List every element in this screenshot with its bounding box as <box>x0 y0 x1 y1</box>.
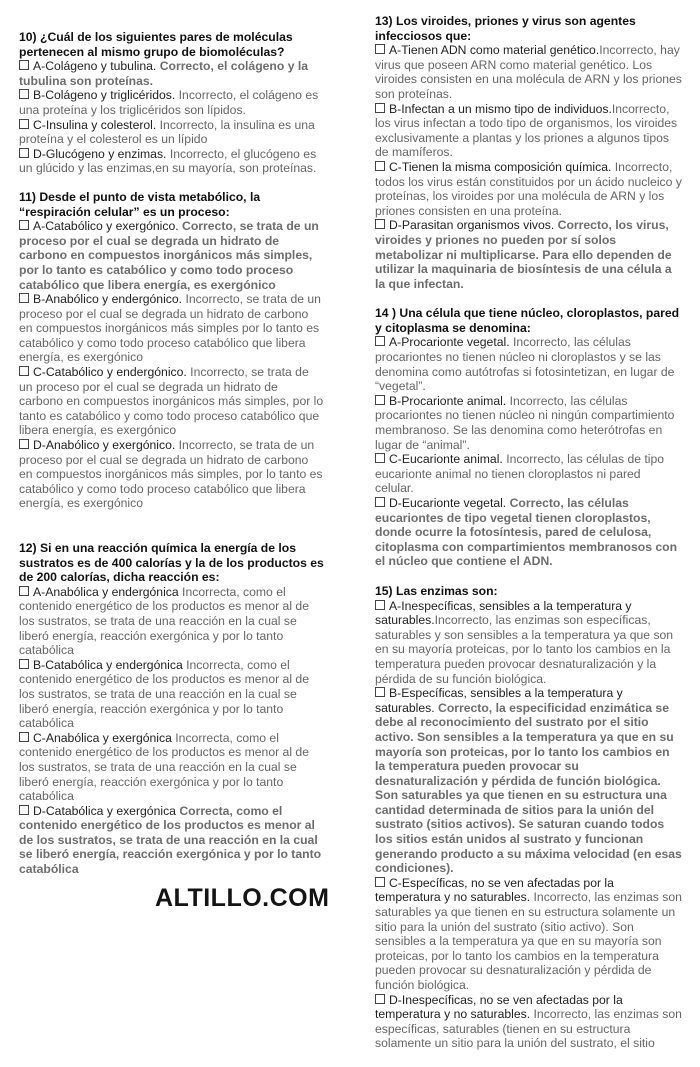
option-feedback: Incorrecto, el glucógeno es un glúcido y las enzimas,en su mayoría, son proteínas. <box>19 146 317 176</box>
option-c[interactable] <box>375 876 682 993</box>
option-feedback: Incorrecto, se trata de un proceso por el cual se degrada un hidrato de carbono en compuestos inorgánicos más simples, por lo tanto es catabólico y como todo proceso catabólico que libera energía, es exergónico <box>19 438 323 511</box>
checkbox-icon[interactable] <box>19 89 29 99</box>
option-label: C-Específicas, no se ven afectadas por la temperatura y no saturables. <box>375 875 614 905</box>
option-label: C-Anabólica y exergónica <box>33 730 172 745</box>
checkbox-icon[interactable] <box>19 732 29 742</box>
option-b[interactable] <box>375 102 682 160</box>
option-feedback: Correcto, el colágeno y la tubulina son proteínas. <box>19 59 309 88</box>
checkbox-icon[interactable] <box>19 220 29 230</box>
checkbox-icon[interactable] <box>375 336 385 346</box>
option-feedback: Incorrecto, las enzimas son saturables ya que tienen en su estructura solamente un sitio para la unión del sustrato (sitio activo). Son sensibles a la temperatura ya que en su mayoría son proteicas, por lo tanto los cambios en la temperatura pueden provocar su desnaturalización y pérdida de función biológica. <box>375 890 682 992</box>
option-c[interactable] <box>19 731 325 804</box>
option-feedback: Incorrecto, las enzimas son específicas, saturables (tienen en su estructura solamente un sitio para la unión del sustrato, el sitio <box>375 1007 682 1051</box>
question-13 <box>375 14 682 291</box>
checkbox-icon[interactable] <box>19 148 29 158</box>
option-feedback: Incorrecto, hay virus que poseen ARN como material genético. Los viroides consisten en una molécula de ARN y los priones son proteínas. <box>375 43 682 101</box>
option-feedback: Incorrecto, se trata de un proceso por el cual se degrada un hidrato de carbono en compuestos inorgánicos más simples, por lo tanto es catabólico y como todo proceso catabólico que libera energía, es exergónico <box>19 365 324 438</box>
option-label: C-Eucarionte animal. <box>389 452 503 467</box>
option-d[interactable] <box>19 804 325 877</box>
option-label: B-Colágeno y triglicéridos. <box>33 88 176 103</box>
option-a[interactable] <box>19 59 325 88</box>
question-12 <box>19 541 325 877</box>
question-11 <box>19 190 325 511</box>
checkbox-icon[interactable] <box>19 439 29 449</box>
option-label: D-Eucarionte vegetal. <box>389 496 507 510</box>
checkbox-icon[interactable] <box>375 44 385 54</box>
checkbox-icon[interactable] <box>375 877 385 887</box>
option-label: A-Catabólico y exergónico. <box>33 219 179 234</box>
left-column <box>19 0 325 877</box>
option-feedback: Incorrecto, los virus infectan a todo tipo de organismos, los viroides exclusivamente a plantas y los priones a algunos tipos de mamíferos. <box>375 101 678 160</box>
option-label: A-Colágeno y tubulina. <box>33 59 157 74</box>
option-label: D-Parasitan organismos vivos. <box>389 218 555 233</box>
option-feedback: Correcto, la especificidad enzimática se debe al reconocimiento del sustrato por el sitio activo. Son sensibles a la temperatura ya que en su mayoría son proteicas, por lo tanto los cambios en la temperatura pueden provocar su desnaturalización y pérdida de función biológica. Son saturables ya que tienen en su estructura una cantidad determinada de sitios para la unión del sustrato (sitios activos). Se saturan cuando todos los sitios están unidos al sustrato y funcionan generando producto a su máxima velocidad (en esas condiciones). <box>375 700 682 876</box>
option-a[interactable] <box>375 43 682 101</box>
checkbox-icon[interactable] <box>375 103 385 113</box>
option-c[interactable] <box>19 118 325 147</box>
option-feedback: Correcto, se trata de un proceso por el cual se degrada un hidrato de carbono en compuestos inorgánicos más simples, por lo tanto es catabólico y como todo proceso catabólico que libera energía, es exergónico <box>19 219 319 292</box>
option-b[interactable] <box>375 686 682 876</box>
option-a[interactable] <box>19 219 325 292</box>
option-d[interactable] <box>375 496 682 569</box>
option-label: A-Tienen ADN como material genético. <box>389 43 600 58</box>
right-column <box>375 0 682 1051</box>
option-b[interactable] <box>19 292 325 365</box>
question-15 <box>375 584 682 1051</box>
option-label: B-Anabólico y endergónico. <box>33 292 183 307</box>
option-feedback: Incorrecto, las células procariontes no tienen núcleo ni ningún compartimiento membranoso. Se las denomina como heterótrofas en lugar de “animal”. <box>375 393 675 452</box>
checkbox-icon[interactable] <box>19 805 29 815</box>
checkbox-icon[interactable] <box>19 659 29 669</box>
checkbox-icon[interactable] <box>375 453 385 463</box>
option-feedback: Incorrecta, como el contenido energético de los productos es menor al de los sustratos, se trata de una reacción en la cual se liberó energía, reacción exergónica y por lo tanto catabólica <box>19 657 309 731</box>
option-b[interactable] <box>19 658 325 731</box>
option-label: A-Anabólica y endergónica <box>33 584 179 599</box>
option-label: A-Inespecíficas, sensibles a la temperatura y saturables. <box>375 598 632 628</box>
checkbox-icon[interactable] <box>375 994 385 1004</box>
checkbox-icon[interactable] <box>19 293 29 303</box>
question-10 <box>19 30 325 176</box>
checkbox-icon[interactable] <box>19 60 29 70</box>
option-feedback: Incorrecto, la insulina es una proteína y el colesterol es un lípido <box>19 117 315 147</box>
checkbox-icon[interactable] <box>375 497 385 507</box>
option-label: C-Insulina y colesterol. <box>33 117 157 132</box>
question-title: 13) Los viroides, priones y virus son agentes infecciosos que: <box>375 14 636 43</box>
checkbox-icon[interactable] <box>375 395 385 405</box>
option-label: B-Específicas, sensibles a la temperatura y saturables. <box>375 686 623 715</box>
option-feedback: Correcto, los virus, viroides y priones no pueden por sí solos metabolizar ni multiplicarse. Para ello dependen de utilizar la maquinaria de biosíntesis de una célula a la que infectan. <box>375 218 672 291</box>
altillo-logo: ALTILLO.COM <box>155 884 330 912</box>
option-feedback: Incorrecto, se trata de un proceso por el cual se degrada un hidrato de carbono en compuestos inorgánicos más simples por lo tanto es catabólico y como todo proceso catabólico que libera energía, es exergónico <box>19 292 321 365</box>
question-title: 10) ¿Cuál de los siguientes pares de moléculas pertenecen al mismo grupo de biomoléculas? <box>19 30 293 59</box>
option-label: D-Glucógeno y enzimas. <box>33 146 167 161</box>
question-14 <box>375 306 682 569</box>
option-label: D-Catabólica y exergónica <box>33 803 176 818</box>
question-title: 12) Si en una reacción química la energía de los sustratos es de 400 calorías y la de los productos es de 200 calorías, dicha reacción es: <box>19 541 324 585</box>
option-label: C-Tienen la misma composición química. <box>389 159 612 174</box>
option-label: B-Infectan a un mismo tipo de individuos. <box>389 101 612 116</box>
option-a[interactable] <box>375 599 682 687</box>
checkbox-icon[interactable] <box>19 119 29 129</box>
option-feedback: Incorrecto, todos los virus están constituidos por un ácido nucleico y proteínas, los viroides por una molécula de ARN y los priones consisten en una proteína. <box>375 159 682 218</box>
option-d[interactable] <box>375 218 682 291</box>
option-label: B-Catabólica y endergónica <box>33 657 183 672</box>
checkbox-icon[interactable] <box>375 600 385 610</box>
option-feedback: Incorrecto, las células de tipo eucarionte animal no tienen cloroplastos ni pared celular. <box>375 452 665 496</box>
checkbox-icon[interactable] <box>375 161 385 171</box>
option-b[interactable] <box>375 394 682 452</box>
question-title: 14 ) Una célula que tiene núcleo, cloroplastos, pared y citoplasma se denomina: <box>375 306 680 335</box>
option-feedback: Incorrecto, las enzimas son específicas, saturables y son sensibles a la temperatura ya que son en su mayoría proteicas, por lo tanto los cambios en la temperatura pueden provocar desnaturalización y la pérdida de su función biológica. <box>375 613 674 686</box>
checkbox-icon[interactable] <box>19 586 29 596</box>
option-label: C-Catabólico y endergónico. <box>33 365 187 380</box>
option-c[interactable] <box>19 365 325 438</box>
option-feedback: Incorrecto, el colágeno es una proteína y los triglicéridos son lípidos. <box>19 88 319 117</box>
question-title: 11) Desde el punto de vista metabólico, la “respiración celular” es un proceso: <box>19 189 261 219</box>
option-feedback: Correcta, como el contenido energético de los productos es menor al de los sustratos, se trata de una reacción en la cual se liberó energía, reacción exergónica y por lo tanto catabólica <box>19 803 322 877</box>
option-feedback: Incorrecta, como el contenido energético de los productos es menor al de los sustratos, se trata de una reacción en la cual se liberó energía, reacción exergónica y por lo tanto catabólica <box>19 730 309 804</box>
option-feedback: Incorrecto, las células procariontes no tienen núcleo ni cloroplastos y se las denomina como autótrofas si fotosintetizan, en lugar de “vegetal”. <box>375 335 675 394</box>
checkbox-icon[interactable] <box>375 687 385 697</box>
option-label: D-Inespecíficas, no se ven afectadas por la temperatura y no saturables. <box>375 992 623 1022</box>
option-c[interactable] <box>375 452 682 496</box>
option-a[interactable] <box>375 335 682 393</box>
checkbox-icon[interactable] <box>19 366 29 376</box>
option-label: D-Anabólico y exergónico. <box>33 438 176 453</box>
option-feedback: Incorrecta, como el contenido energético de los productos es menor al de los sustratos, se trata de una reacción en la cual se liberó energía, reacción exergónica y por lo tanto catabólica <box>19 584 309 658</box>
option-d[interactable] <box>19 438 325 511</box>
option-label: B-Procarionte animal. <box>389 393 507 408</box>
question-title: 15) Las enzimas son: <box>375 583 498 598</box>
option-d[interactable] <box>375 993 682 1051</box>
option-label: A-Procarionte vegetal. <box>389 335 510 350</box>
checkbox-icon[interactable] <box>375 219 385 229</box>
option-d[interactable] <box>19 147 325 176</box>
option-b[interactable] <box>19 88 325 117</box>
option-c[interactable] <box>375 160 682 218</box>
option-feedback: Correcto, las células eucariontes de tipo vegetal tienen cloroplastos, donde ocurre la fotosíntesis, pared de celulosa, citoplasma con compartimientos membranosos con el núcleo que contiene el ADN. <box>375 496 678 569</box>
option-a[interactable] <box>19 585 325 658</box>
